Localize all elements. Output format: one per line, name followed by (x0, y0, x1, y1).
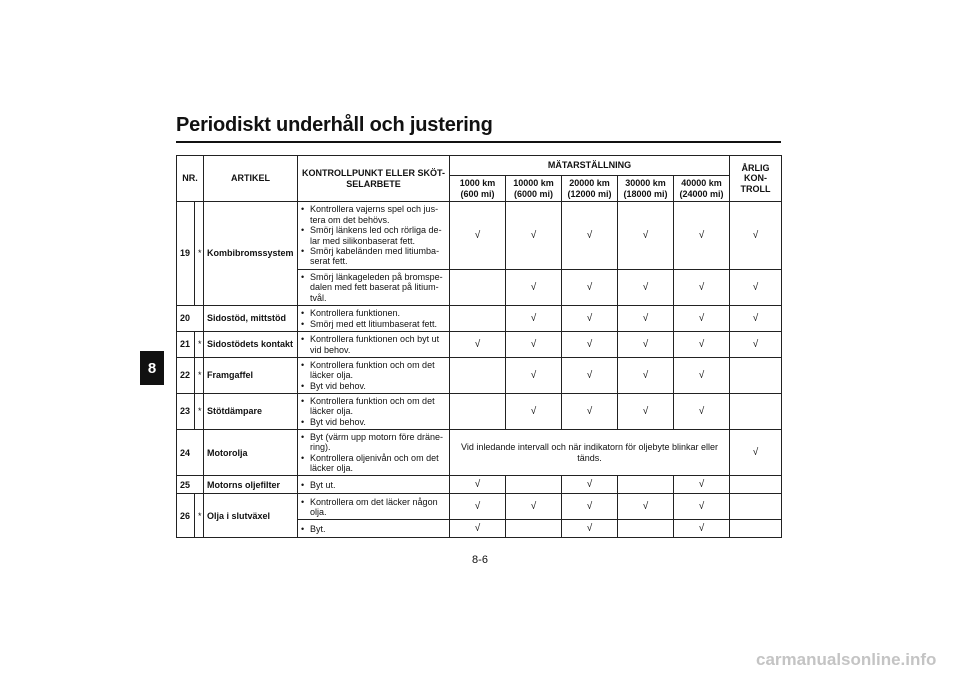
task-item: • Byt vid behov. (301, 417, 446, 427)
row-asterisk: * (195, 494, 204, 538)
row-tasks (298, 358, 450, 394)
empty-cell (450, 306, 506, 332)
task-item: • Kontrollera funktionen. (301, 308, 446, 318)
table-row (177, 430, 782, 476)
check-mark: √ (506, 358, 562, 394)
task-item: • Kontrollera om det läcker någon olja. (301, 497, 446, 518)
check-mark: √ (506, 306, 562, 332)
interval-header: 1000 km (600 mi) (450, 176, 506, 202)
table-row (177, 394, 782, 430)
check-mark: √ (730, 332, 782, 358)
interval-header: 10000 km (6000 mi) (506, 176, 562, 202)
check-mark: √ (618, 494, 674, 520)
row-article: Motorolja (204, 430, 298, 476)
header-matarstallning: MÄTARSTÄLLNING (450, 156, 730, 176)
task-item: • Byt. (301, 524, 446, 534)
task-item: • Byt (värm upp motorn före dräne-ring). (301, 432, 446, 453)
row-number: 19 (177, 202, 195, 306)
empty-cell (730, 394, 782, 430)
row-article: Motorns oljefilter (204, 476, 298, 494)
task-item: • Kontrollera oljenivån och om det läcker olja. (301, 453, 446, 474)
row-tasks (298, 430, 450, 476)
row-number: 26 (177, 494, 195, 538)
table-row (177, 358, 782, 394)
check-mark: √ (618, 270, 674, 306)
table-row (177, 476, 782, 494)
task-item: • Smörj länkageleden på bromspe-dalen med fett baserat på litium-tvål. (301, 272, 446, 303)
check-mark: √ (450, 494, 506, 520)
row-number: 23 (177, 394, 195, 430)
empty-cell (450, 394, 506, 430)
check-mark: √ (562, 202, 618, 270)
check-mark: √ (562, 394, 618, 430)
check-mark: √ (562, 358, 618, 394)
check-mark: √ (674, 520, 730, 538)
page-title: Periodiskt underhåll och justering (176, 114, 493, 136)
empty-cell (730, 520, 782, 538)
header-row (177, 156, 782, 176)
watermark: carmanualsonline.info (756, 650, 937, 669)
row-article: Sidostöd, mittstöd (204, 306, 298, 332)
empty-cell (618, 520, 674, 538)
check-mark: √ (506, 332, 562, 358)
check-mark: √ (562, 332, 618, 358)
check-mark: √ (562, 520, 618, 538)
task-item: • Kontrollera funktion och om det läcker olja. (301, 396, 446, 417)
check-mark: √ (618, 358, 674, 394)
page-number: 8-6 (472, 554, 488, 566)
task-item: • Byt vid behov. (301, 381, 446, 391)
check-mark: √ (506, 394, 562, 430)
check-mark: √ (562, 494, 618, 520)
check-mark: √ (506, 270, 562, 306)
check-mark: √ (674, 358, 730, 394)
interval-header: 40000 km (24000 mi) (674, 176, 730, 202)
row-asterisk: * (195, 358, 204, 394)
table-row (177, 332, 782, 358)
check-mark: √ (674, 306, 730, 332)
row-number: 24 (177, 430, 204, 476)
title-rule (176, 141, 781, 143)
row-tasks (298, 202, 450, 270)
task-item: • Byt ut. (301, 480, 446, 490)
row-tasks (298, 270, 450, 306)
header-kontrollpunkt: KONTROLLPUNKT ELLER SKÖT-SELARBETE (298, 156, 450, 202)
row-article: Framgaffel (204, 358, 298, 394)
check-mark: √ (450, 476, 506, 494)
empty-cell (730, 476, 782, 494)
task-item: • Kontrollera vajerns spel och jus-tera om det behövs. (301, 204, 446, 225)
empty-cell (618, 476, 674, 494)
check-mark: √ (674, 202, 730, 270)
check-mark: √ (618, 306, 674, 332)
empty-cell (506, 520, 562, 538)
chapter-tab: 8 (140, 351, 164, 385)
row-number: 21 (177, 332, 195, 358)
row-tasks (298, 520, 450, 538)
row-number: 25 (177, 476, 204, 494)
interval-header: 20000 km (12000 mi) (562, 176, 618, 202)
interval-header: 30000 km (18000 mi) (618, 176, 674, 202)
task-item: • Smörj kabeländen med litiumba-serat fett. (301, 246, 446, 267)
header-artikel: ARTIKEL (204, 156, 298, 202)
row-tasks (298, 494, 450, 520)
row-asterisk: * (195, 394, 204, 430)
row-article: Kombibromssystem (204, 202, 298, 306)
empty-cell (730, 358, 782, 394)
row-tasks (298, 332, 450, 358)
check-mark: √ (730, 202, 782, 270)
check-mark: √ (450, 520, 506, 538)
check-mark: √ (562, 270, 618, 306)
row-asterisk: * (195, 202, 204, 306)
check-mark: √ (450, 332, 506, 358)
task-item: • Smörj med ett litiumbaserat fett. (301, 319, 446, 329)
table-row (177, 202, 782, 270)
task-item: • Smörj länkens led och rörliga de-lar med silikonbaserat fett. (301, 225, 446, 246)
empty-cell (730, 494, 782, 520)
check-mark: √ (450, 202, 506, 270)
task-item: • Kontrollera funktion och om det läcker olja. (301, 360, 446, 381)
row-number: 20 (177, 306, 204, 332)
row-article: Stötdämpare (204, 394, 298, 430)
header-arlig-kontroll: ÅRLIG KON-TROLL (730, 156, 782, 202)
check-mark: √ (730, 306, 782, 332)
check-mark: √ (618, 332, 674, 358)
header-nr: NR. (177, 156, 204, 202)
check-mark: √ (562, 476, 618, 494)
check-mark: √ (618, 202, 674, 270)
check-mark: √ (506, 202, 562, 270)
check-mark: √ (674, 332, 730, 358)
row-article: Sidostödets kontakt (204, 332, 298, 358)
empty-cell (450, 358, 506, 394)
check-mark: √ (562, 306, 618, 332)
task-item: • Kontrollera funktionen och byt ut vid behov. (301, 334, 446, 355)
check-mark: √ (674, 394, 730, 430)
check-mark: √ (674, 494, 730, 520)
row-number: 22 (177, 358, 195, 394)
empty-cell (506, 476, 562, 494)
check-mark: √ (506, 494, 562, 520)
oil-change-note: Vid inledande intervall och när indikatorn för oljebyte blinkar eller tänds. (450, 430, 730, 476)
check-mark: √ (730, 270, 782, 306)
table-row (177, 494, 782, 520)
row-tasks (298, 394, 450, 430)
row-tasks (298, 306, 450, 332)
row-article: Olja i slutväxel (204, 494, 298, 538)
check-mark: √ (730, 430, 782, 476)
check-mark: √ (618, 394, 674, 430)
check-mark: √ (674, 476, 730, 494)
maintenance-table (176, 155, 782, 538)
check-mark: √ (674, 270, 730, 306)
empty-cell (450, 270, 506, 306)
row-tasks (298, 476, 450, 494)
row-asterisk: * (195, 332, 204, 358)
table-row (177, 306, 782, 332)
